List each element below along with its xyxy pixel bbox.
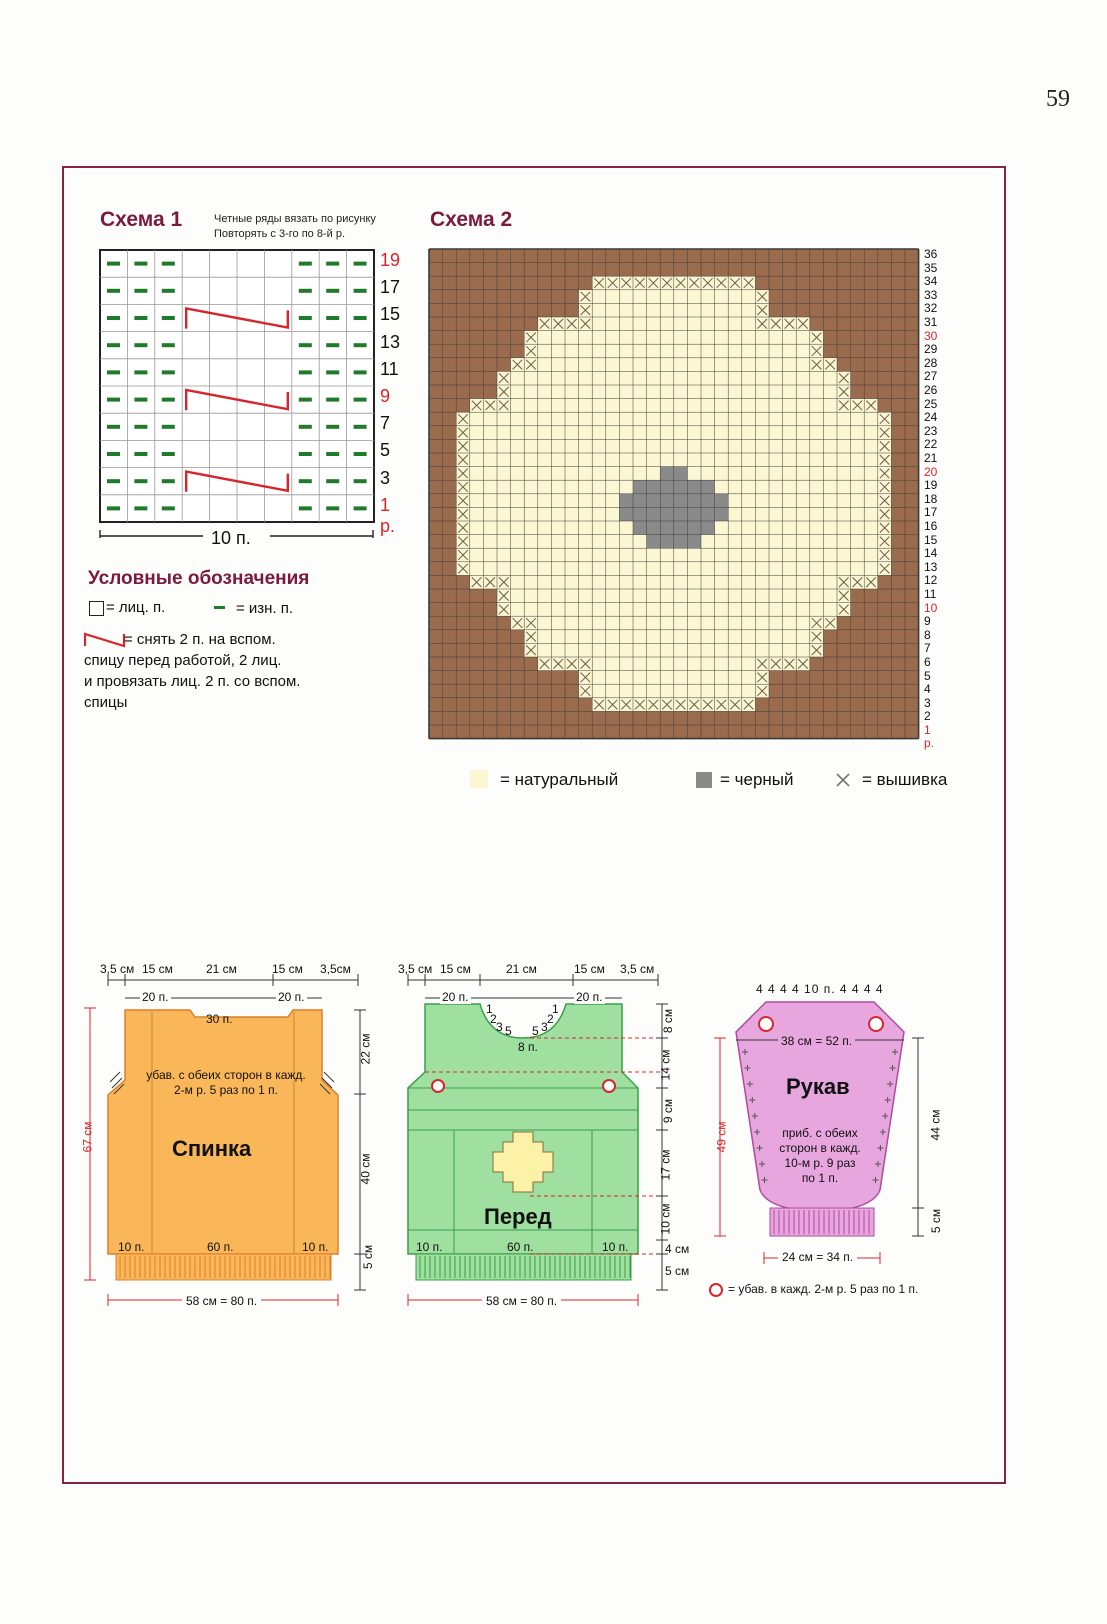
purl-stitch <box>162 289 175 293</box>
scheme2-row-label: 27 <box>924 369 938 384</box>
scheme2-row-label: 25 <box>924 396 938 411</box>
purl-stitch <box>326 289 339 293</box>
scheme2-row-label: 3 <box>924 695 931 710</box>
scheme2-row-label: 16 <box>924 519 938 533</box>
back-height: 67 см <box>80 1121 95 1153</box>
purl-stitch <box>354 452 367 456</box>
purl-stitch <box>162 343 175 347</box>
scheme1-chart <box>98 248 378 548</box>
scheme2-row-label: 5 <box>924 668 931 683</box>
front-neck-num-8: 1 <box>552 1002 559 1016</box>
purl-stitch <box>326 452 339 456</box>
front-title: Перед <box>484 1204 552 1229</box>
purl-stitch <box>134 343 147 347</box>
sleeve-top-numbers: 4 4 4 4 10 п. 4 4 4 4 <box>756 982 884 996</box>
purl-stitch <box>162 425 175 429</box>
scheme1-row-label: 13 <box>380 331 401 352</box>
purl-stitch <box>326 343 339 347</box>
scheme2-row-label: 34 <box>924 274 938 289</box>
scheme1-row-label: 11 <box>380 358 399 379</box>
front-neck-num-3: 3 <box>496 1020 503 1034</box>
scheme2-row-label: 35 <box>924 260 938 275</box>
back-right-dim-3: 5 см <box>361 1244 376 1270</box>
purl-stitch <box>299 289 312 293</box>
scheme2-row-label: 30 <box>924 328 938 343</box>
purl-stitch <box>134 370 147 374</box>
scheme2-row-label: 19 <box>924 478 938 493</box>
back-width: 58 см = 80 п. <box>182 1294 261 1308</box>
purl-stitch <box>326 479 339 483</box>
purl-stitch <box>134 452 147 456</box>
scheme1-row-label: 9 <box>380 386 391 406</box>
legend-black: = черный <box>720 770 794 789</box>
purl-stitch <box>134 262 147 266</box>
sleeve-note-line1: приб. с обеих <box>782 1126 858 1140</box>
purl-stitch <box>354 262 367 266</box>
back-dim-5: 3,5см <box>320 962 351 976</box>
scheme1-title: Схема 1 <box>100 208 183 231</box>
front-dim-5: 3,5 см <box>620 962 655 976</box>
scheme2-row-label: 10 <box>924 600 938 615</box>
scheme2-row-label: 15 <box>924 532 938 547</box>
scheme2-row-label: 4 <box>924 682 931 697</box>
purl-stitch <box>107 398 120 402</box>
natural-swatch <box>470 770 488 788</box>
purl-stitch <box>326 370 339 374</box>
scheme2-row-label: 14 <box>924 546 938 561</box>
purl-stitch <box>162 316 175 320</box>
back-shoulder-right: 20 п. <box>278 990 305 1004</box>
scheme2-row-label: 1 р. <box>924 723 935 750</box>
purl-stitch <box>107 343 120 347</box>
purl-stitch <box>162 452 175 456</box>
scheme2-row-label: 13 <box>924 559 938 574</box>
back-decrease-note: убав. с обеих сторон в кажд. 2-м р. 5 раз по 1 п. <box>146 1068 306 1097</box>
front-neck-num-7: 2 <box>547 1012 554 1026</box>
scheme1-note <box>214 212 376 242</box>
scheme2-row-label: 2 <box>924 709 931 724</box>
purl-stitch <box>107 479 120 483</box>
sleeve-height: 49 см <box>714 1121 729 1153</box>
purl-stitch <box>134 316 147 320</box>
decrease-circle-icon <box>708 1282 724 1298</box>
sleeve-right-dim-1: 44 см <box>928 1109 943 1141</box>
scheme1-row-label: 5 <box>380 440 391 461</box>
sleeve-note-line4: по 1 п. <box>801 1171 839 1185</box>
purl-stitch <box>107 452 120 456</box>
front-bottom-left: 10 п. <box>416 1240 443 1254</box>
embroidery-cross-icon <box>836 773 850 787</box>
back-bottom-mid: 60 п. <box>207 1240 234 1254</box>
front-bottom-right: 10 п. <box>602 1240 629 1254</box>
front-neck-num-6: 3 <box>541 1020 548 1034</box>
back-dim-1: 3,5 см <box>100 962 135 976</box>
legend-cable-line3: и провязать лиц. 2 п. со вспом. <box>84 673 301 690</box>
back-right-dim-1: 22 см <box>358 1033 373 1065</box>
scheme2-row-label: 22 <box>924 437 938 452</box>
purl-stitch <box>162 398 175 402</box>
front-neck-num-2: 2 <box>490 1012 497 1026</box>
front-neck-num-4: 5 <box>505 1024 512 1038</box>
front-right-dim-1: 8 см <box>661 1008 676 1034</box>
sleeve-note-line2: сторон в кажд. <box>779 1141 861 1155</box>
purl-stitch <box>326 425 339 429</box>
purl-stitch <box>107 316 120 320</box>
scheme2-row-label: 31 <box>924 315 938 329</box>
purl-stitch <box>299 370 312 374</box>
purl-stitch <box>134 479 147 483</box>
scheme2-row-label: 23 <box>924 423 938 438</box>
scheme1-row-label: 7 <box>380 413 391 434</box>
cable-symbol <box>84 632 128 648</box>
page-number: 59 <box>1046 86 1070 112</box>
purl-stitch <box>134 289 147 293</box>
scheme2-row-label: 21 <box>924 451 938 465</box>
back-title: Спинка <box>172 1136 252 1161</box>
back-bottom-right: 10 п. <box>302 1240 329 1254</box>
sleeve-increase-note <box>770 1126 870 1186</box>
purl-stitch <box>354 289 367 293</box>
legend-natural: = натуральный <box>500 770 619 789</box>
front-neck-num-1: 1 <box>486 1002 493 1016</box>
scheme2-row-label: 18 <box>924 491 938 506</box>
knit-stitch-symbol <box>89 601 104 616</box>
sleeve-top-width: 38 см = 52 п. <box>778 1034 855 1048</box>
scheme1-row-label: 19 <box>380 250 401 270</box>
black-swatch <box>696 772 712 788</box>
footnote-text: = убав. в кажд. 2-м р. 5 раз по 1 п. <box>728 1282 919 1296</box>
purl-stitch <box>354 370 367 374</box>
sleeve-title: Рукав <box>786 1074 850 1099</box>
scheme2-row-label: 32 <box>924 301 938 316</box>
front-shoulder-right: 20 п. <box>576 990 603 1004</box>
sleeve-bottom-width: 24 см = 34 п. <box>778 1250 857 1264</box>
scheme2-row-label: 6 <box>924 655 931 669</box>
purl-stitch <box>354 343 367 347</box>
front-shoulder-left: 20 п. <box>442 990 469 1004</box>
purl-stitch <box>107 262 120 266</box>
front-right-dim-6: 4 см <box>665 1242 690 1256</box>
purl-stitch <box>326 506 339 510</box>
purl-stitch <box>299 452 312 456</box>
front-right-dim-7: 5 см <box>665 1264 690 1278</box>
purl-stitch <box>162 370 175 374</box>
scheme1-row-label: 1 р. <box>380 494 396 536</box>
scheme2-row-label: 20 <box>924 464 938 479</box>
front-right-dim-5: 10 см <box>658 1203 673 1235</box>
scheme2-row-label: 9 <box>924 614 931 629</box>
purl-stitch <box>326 262 339 266</box>
legend-knit: = лиц. п. <box>106 599 166 616</box>
scheme2-row-label: 33 <box>924 287 938 302</box>
purl-stitch <box>299 479 312 483</box>
back-dim-2: 15 см <box>142 962 173 976</box>
purl-stitch <box>162 262 175 266</box>
purl-stitch <box>134 398 147 402</box>
legend-cable-line4: спицы <box>84 694 128 711</box>
scheme1-row-label: 15 <box>380 304 401 325</box>
back-neck: 30 п. <box>206 1012 233 1026</box>
front-width: 58 см = 80 п. <box>482 1294 561 1308</box>
purl-stitch <box>107 425 120 429</box>
scheme2-row-label: 29 <box>924 342 938 357</box>
purl-stitch <box>354 425 367 429</box>
purl-stitch <box>299 316 312 320</box>
purl-stitch <box>299 506 312 510</box>
scheme1-row-label: 17 <box>380 277 401 298</box>
purl-stitch <box>162 479 175 483</box>
purl-stitch <box>299 343 312 347</box>
purl-stitch <box>354 316 367 320</box>
scheme2-row-label: 24 <box>924 410 938 425</box>
back-shoulder-left: 20 п. <box>142 990 169 1004</box>
front-bottom-mid: 60 п. <box>507 1240 534 1254</box>
legend-title: Условные обозначения <box>88 568 310 589</box>
scheme1-width-label: 10 п. <box>211 528 251 548</box>
back-dim-4: 15 см <box>272 962 303 976</box>
purl-stitch <box>354 398 367 402</box>
front-dim-1: 3,5 см <box>398 962 433 976</box>
front-right-dim-4: 17 см <box>658 1149 673 1181</box>
legend-embroidery: = вышивка <box>862 770 948 789</box>
front-neck: 8 п. <box>518 1040 538 1054</box>
legend-purl: = изн. п. <box>236 600 294 617</box>
legend-cable-line2: спицу перед работой, 2 лиц. <box>84 652 282 669</box>
scheme2-title: Схема 2 <box>430 208 513 231</box>
purl-stitch <box>299 425 312 429</box>
purl-stitch <box>354 506 367 510</box>
purl-stitch <box>107 289 120 293</box>
purl-stitch <box>299 262 312 266</box>
back-bottom-left: 10 п. <box>118 1240 145 1254</box>
legend-cable-line1: = снять 2 п. на вспом. <box>124 631 276 648</box>
scheme1-row-label: 3 <box>380 467 391 488</box>
scheme1-note-line2: Повторять с 3-го по 8-й р. <box>214 228 346 240</box>
purl-stitch <box>162 506 175 510</box>
scheme2-chart <box>428 248 928 748</box>
front-neck-num-5: 5 <box>532 1024 539 1038</box>
sleeve-right-dim-2: 5 см <box>929 1208 944 1234</box>
purl-stitch <box>107 506 120 510</box>
purl-stitch <box>134 506 147 510</box>
scheme2-row-label: 28 <box>924 355 938 370</box>
purl-stitch <box>107 370 120 374</box>
front-dim-4: 15 см <box>574 962 605 976</box>
scheme1-note-line1: Четные ряды вязать по рисунку <box>214 213 376 225</box>
scheme2-row-label: 17 <box>924 505 938 520</box>
front-right-dim-3: 9 см <box>661 1098 676 1124</box>
front-dim-3: 21 см <box>506 962 537 976</box>
purl-stitch <box>354 479 367 483</box>
scheme2-row-label: 8 <box>924 627 931 642</box>
purl-stitch-symbol <box>214 606 225 609</box>
scheme2-row-label: 11 <box>924 587 937 601</box>
back-right-dim-2: 40 см <box>358 1153 373 1185</box>
front-dim-2: 15 см <box>440 962 471 976</box>
scheme2-row-label: 36 <box>924 247 938 261</box>
back-dim-3: 21 см <box>206 962 237 976</box>
purl-stitch <box>134 425 147 429</box>
scheme2-row-label: 7 <box>924 641 931 656</box>
purl-stitch <box>326 316 339 320</box>
purl-stitch <box>299 398 312 402</box>
front-right-dim-2: 14 см <box>658 1049 673 1081</box>
sleeve-note-line3: 10-м р. 9 раз <box>784 1156 856 1170</box>
scheme2-row-label: 12 <box>924 573 938 588</box>
purl-stitch <box>326 398 339 402</box>
scheme2-row-label: 26 <box>924 383 938 397</box>
